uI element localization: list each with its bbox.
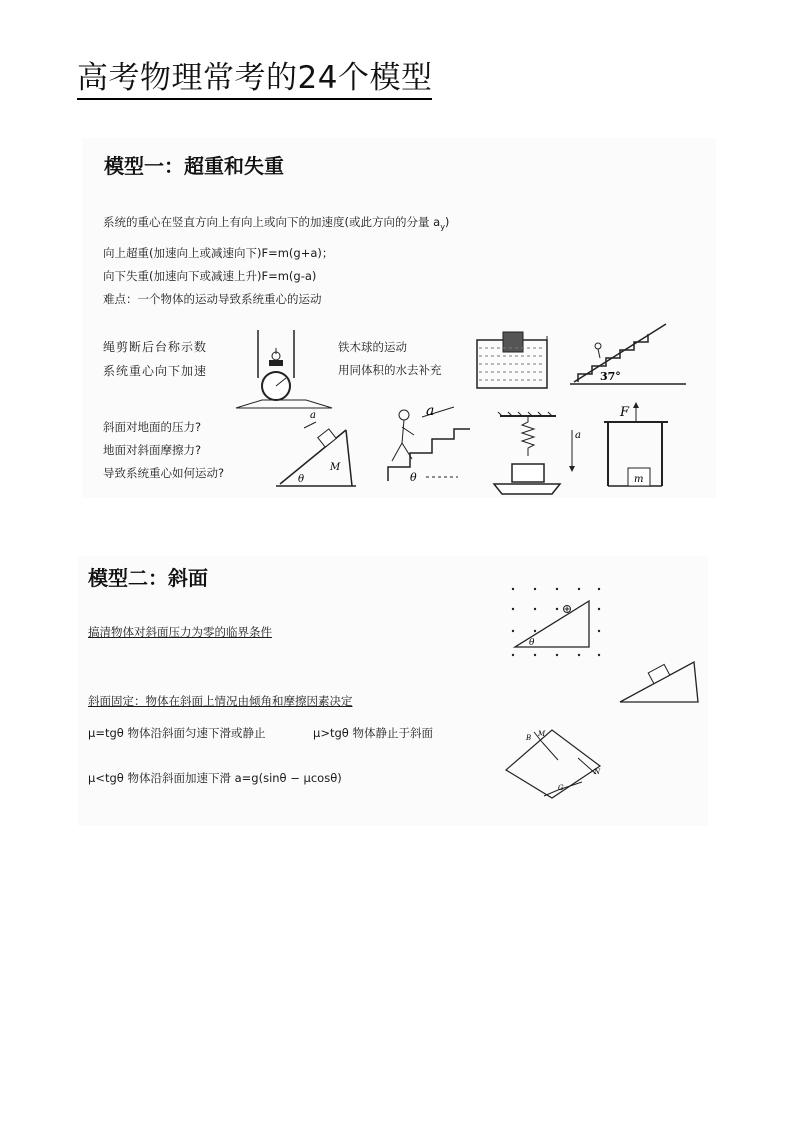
rope-cut-text-1: 绳剪断后台称示数: [103, 340, 208, 354]
model2-fixed: 斜面固定：物体在斜面上情况由倾角和摩擦因素决定: [88, 694, 353, 708]
box-F-label: F: [620, 405, 630, 420]
stairs-theta-label: θ: [410, 471, 417, 484]
model2-heading: 模型二：斜面: [88, 566, 208, 590]
field-theta-label: θ: [529, 638, 535, 648]
model2-eq-3: μ<tgθ 物体沿斜面加速下滑 a=g(sinθ − μcosθ): [88, 771, 342, 785]
field-triangle-diagram: [505, 585, 605, 660]
water-tank-diagram: [473, 330, 553, 390]
ball-text-2: 用同体积的水去补充: [338, 363, 442, 377]
small-incline-diagram: [618, 660, 700, 706]
model1-line-1-text: 系统的重心在竖直方向上有向上或向下的加速度(或此方向的分量 a: [103, 215, 441, 229]
spring-mass-diagram: [490, 412, 586, 494]
incline-block-diagram: [276, 410, 360, 490]
box-m-label: m: [634, 474, 644, 485]
staircase-angle-label: 37°: [600, 370, 621, 383]
person-stairs-diagram: [382, 405, 478, 485]
box-force-diagram: [604, 400, 668, 490]
tilted-N-label: N: [594, 768, 601, 776]
model1-line-4: 难点：一个物体的运动导致系统重心的运动: [103, 292, 322, 306]
incline-M-label: M: [330, 462, 341, 473]
model1-line-3: 向下失重(加速向下或减速上升)F=m(g-a): [103, 269, 317, 283]
tilted-block-diagram: [500, 726, 610, 806]
model2-critical: 搞清物体对斜面压力为零的临界条件: [88, 625, 272, 639]
model1-line-1-sub: y: [440, 222, 445, 232]
incline-a-label: a: [310, 410, 316, 421]
tilted-B-label: B: [526, 734, 532, 742]
model1-heading: 模型一：超重和失重: [104, 154, 284, 178]
page-title: 高考物理常考的24个模型: [77, 58, 432, 100]
model1-line-2: 向上超重(加速向上或减速向下)F=m(g+a)；: [103, 246, 334, 260]
staircase-37-diagram: [570, 322, 686, 386]
incline-theta-label: θ: [298, 474, 305, 485]
model1-line-1: [103, 214, 449, 231]
stairs-a-label: a: [426, 403, 435, 419]
tilted-G-label: G: [558, 784, 564, 792]
model1-line-1-close: ): [444, 215, 450, 229]
model2-eq-1: μ=tgθ 物体沿斜面匀速下滑或静止: [88, 726, 266, 740]
incline-question-1: 斜面对地面的压力?: [103, 420, 202, 434]
tilted-M-label: M: [538, 730, 546, 738]
scale-diagram: [236, 330, 332, 410]
spring-a-label: a: [575, 430, 581, 441]
ball-text-1: 铁木球的运动: [338, 340, 407, 354]
incline-question-3: 导致系统重心如何运动?: [103, 466, 225, 480]
model2-eq-2: μ>tgθ 物体静止于斜面: [313, 726, 433, 740]
rope-cut-text-2: 系统重心向下加速: [103, 364, 208, 378]
incline-question-2: 地面对斜面摩擦力?: [103, 443, 202, 457]
